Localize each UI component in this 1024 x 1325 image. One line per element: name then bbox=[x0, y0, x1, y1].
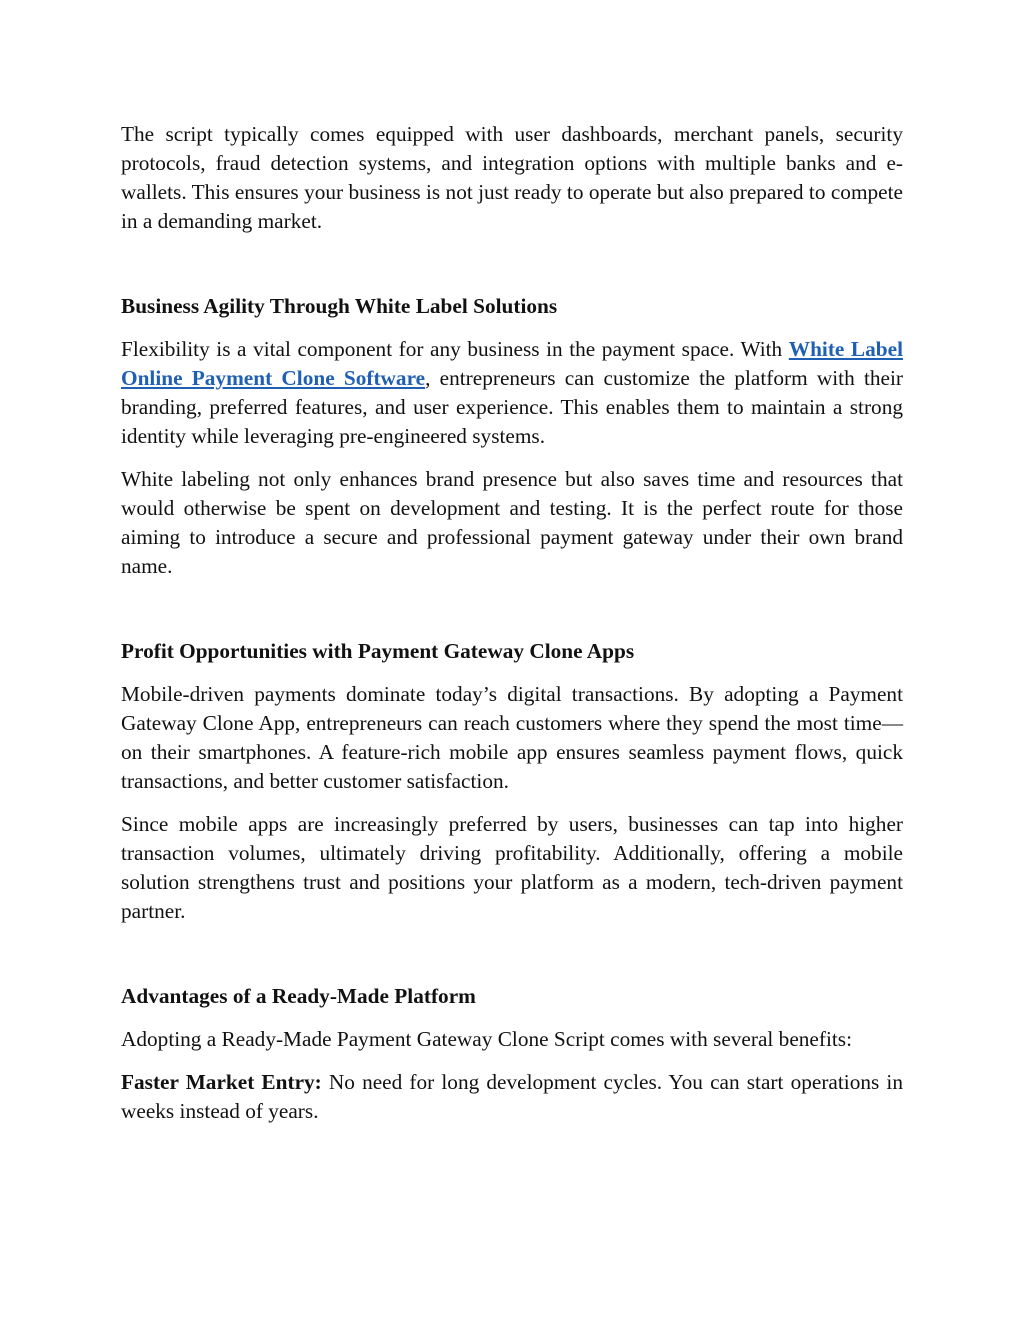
white-label-paragraph-1 bbox=[121, 335, 903, 451]
section-heading-advantages: Advantages of a Ready-Made Platform bbox=[121, 984, 476, 1008]
advantages-paragraph-2 bbox=[121, 1068, 903, 1126]
document-page bbox=[121, 120, 903, 1140]
profit-paragraph-1: Mobile-driven payments dominate today’s digital transactions. By adopting a Payment Gateway Clone App, entrepreneurs can reach customers where they spend the most time—on their smartphones. A feature-rich mobile app ensures seamless payment flows, quick transactions, and better customer satisfaction. bbox=[121, 682, 903, 793]
section-heading-profit: Profit Opportunities with Payment Gateway Clone Apps bbox=[121, 639, 635, 663]
white-label-software-link[interactable]: White Label Online Payment Clone Software bbox=[121, 337, 903, 390]
profit-paragraph-2: Since mobile apps are increasingly preferred by users, businesses can tap into higher transaction volumes, ultimately driving profitability. Additionally, offering a mobile solution strengthens trust and positions your platform as a modern, tech-driven payment partner. bbox=[121, 812, 903, 923]
faster-market-entry-label: Faster Market Entry: bbox=[121, 1070, 322, 1094]
advantages-paragraph-1: Adopting a Ready-Made Payment Gateway Clone Script comes with several benefits: bbox=[121, 1027, 852, 1051]
white-label-paragraph-2: White labeling not only enhances brand presence but also saves time and resources that would otherwise be spent on development and testing. It is the perfect route for those aiming to introduce a secure and professional payment gateway under their own brand name. bbox=[121, 467, 903, 578]
section-heading-white-label: Business Agility Through White Label Solutions bbox=[121, 294, 558, 318]
intro-paragraph: The script typically comes equipped with user dashboards, merchant panels, security protocols, fraud detection systems, and integration options with multiple banks and e-wallets. This ensures your business is not just ready to operate but also prepared to compete in a demanding market. bbox=[121, 122, 903, 233]
text: Flexibility is a vital component for any business in the payment space. With bbox=[121, 337, 789, 361]
text: No need for long development cycles. You can start operations in weeks instead of years. bbox=[121, 1070, 903, 1123]
text: , entrepreneurs can customize the platform with their branding, preferred features, and user experience. This enables them to maintain a strong identity while leveraging pre-engineered systems. bbox=[121, 366, 903, 448]
